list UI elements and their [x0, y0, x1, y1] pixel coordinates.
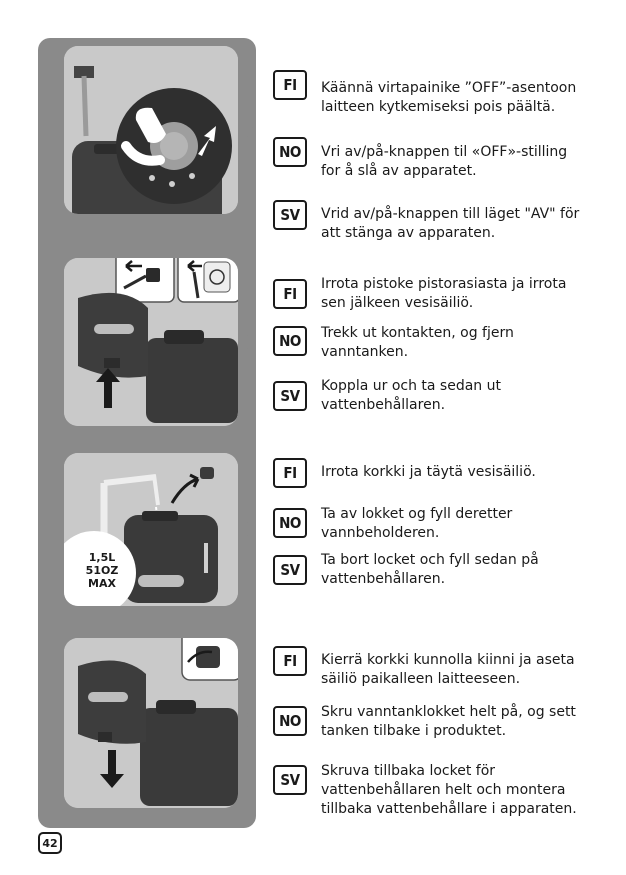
- language-badge-fi: FI: [273, 279, 307, 309]
- language-badge-sv: SV: [273, 381, 307, 411]
- language-badge-fi: FI: [273, 458, 307, 488]
- unplug-illustration: [64, 258, 238, 426]
- capacity-badge-line2: 51OZ: [85, 564, 119, 577]
- instruction-text: Ta bort locket och fyll sedan på vattenbehållaren.: [321, 552, 539, 587]
- language-badge-fi: FI: [273, 646, 307, 676]
- language-badge-sv: SV: [273, 555, 307, 585]
- instruction-text: Käännä virtapainike ”OFF”-asentoon laitteen kytkemiseksi pois päältä.: [321, 80, 577, 115]
- language-badge-no: NO: [273, 326, 307, 356]
- callout-notch: [238, 328, 256, 356]
- power-knob-illustration: [64, 46, 238, 214]
- instruction-text: Skruva tillbaka locket för vattenbehållaren helt och montera tillbaka vattenbehållare i apparaten.: [321, 763, 577, 817]
- instruction-text: Kierrä korkki kunnolla kiinni ja aseta säiliö paikalleen laitteeseen.: [321, 652, 575, 687]
- instruction-text: Trekk ut kontakten, og fjern vanntanken.: [321, 325, 514, 360]
- illustration-power-off: [64, 46, 238, 214]
- language-badge-no: NO: [273, 137, 307, 167]
- instruction-text: Irrota pistoke pistorasiasta ja irrota sen jälkeen vesisäiliö.: [321, 276, 567, 311]
- fill-tank-illustration: [64, 453, 238, 606]
- instruction-text: Vrid av/på-knappen till läget "AV" för att stänga av apparaten.: [321, 206, 580, 241]
- page-number: 42: [38, 832, 62, 854]
- language-badge-sv: SV: [273, 200, 307, 230]
- instruction-text: Vri av/på-knappen til «OFF»-stilling for å slå av apparatet.: [321, 144, 568, 179]
- language-badge-no: NO: [273, 706, 307, 736]
- instruction-text: Ta av lokket og fyll deretter vannbeholderen.: [321, 506, 513, 541]
- capacity-badge-line3: MAX: [88, 577, 116, 590]
- language-badge-fi: FI: [273, 70, 307, 100]
- illustration-unplug-remove-tank: [64, 258, 238, 426]
- callout-notch: [238, 515, 256, 543]
- instruction-text: Skru vanntanklokket helt på, og sett tanken tilbake i produktet.: [321, 704, 576, 739]
- language-badge-sv: SV: [273, 765, 307, 795]
- language-badge-no: NO: [273, 508, 307, 538]
- reinsert-tank-illustration: [64, 638, 238, 808]
- illustration-fill-tank: [64, 453, 238, 606]
- instruction-text: Irrota korkki ja täytä vesisäiliö.: [321, 464, 536, 480]
- illustration-reinsert-tank: [64, 638, 238, 808]
- callout-notch: [238, 706, 256, 734]
- capacity-badge-line1: 1,5L: [88, 551, 116, 564]
- callout-notch: [238, 116, 256, 144]
- instruction-text: Koppla ur och ta sedan ut vattenbehållaren.: [321, 378, 501, 413]
